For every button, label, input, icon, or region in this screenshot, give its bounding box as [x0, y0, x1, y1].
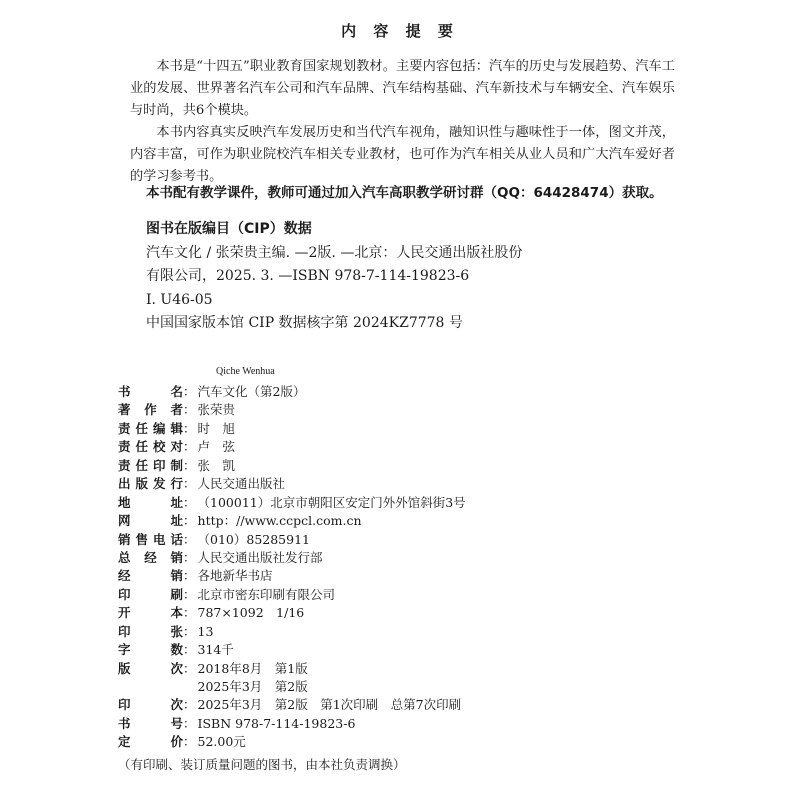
detail-row — [118, 420, 678, 438]
publication-details — [118, 383, 678, 752]
detail-row — [118, 623, 678, 641]
detail-label: 销售电话 — [118, 531, 183, 547]
detail-colon: ： — [183, 568, 196, 584]
detail-value: 2025年3月 第2版 第1次印刷 总第7次印刷 — [197, 697, 462, 713]
detail-row — [118, 678, 678, 696]
detail-value: 314千 — [197, 642, 234, 658]
detail-colon: ： — [183, 586, 196, 602]
detail-colon: ： — [183, 439, 196, 455]
detail-label: 开本 — [118, 605, 183, 621]
detail-colon: ： — [183, 513, 196, 529]
detail-value: 汽车文化（第2版） — [197, 384, 306, 399]
cip-classification: Ⅰ. U46-05 — [146, 291, 213, 308]
detail-label: 书号 — [118, 715, 183, 731]
detail-value: ISBN 978-7-114-19823-6 — [197, 715, 356, 731]
detail-colon: ： — [183, 476, 196, 492]
detail-value: 2025年3月 第2版 — [197, 679, 308, 694]
cip-record: 汽车文化 / 张荣贵主编. —2版. —北京：人民交通出版社股份有限公司，2025. 3. —ISBN 978-7-114-19823-6 — [146, 244, 523, 284]
detail-row — [118, 567, 678, 585]
detail-value: 787×1092 1/16 — [197, 605, 305, 621]
detail-label: 责任校对 — [118, 439, 183, 455]
detail-colon: ： — [183, 402, 196, 418]
detail-row — [118, 438, 678, 456]
detail-value: 人民交通出版社 — [197, 476, 286, 492]
detail-colon: ： — [183, 531, 196, 547]
detail-value: （100011）北京市朝阳区安定门外外馆斜街3号 — [197, 494, 466, 510]
detail-colon: ： — [183, 457, 196, 473]
detail-row — [118, 549, 678, 567]
content-summary — [130, 56, 675, 188]
detail-colon: ： — [183, 660, 196, 676]
detail-row — [118, 604, 678, 622]
detail-row — [118, 660, 678, 678]
summary-paragraph-2: 本书内容真实反映汽车发展历史和当代汽车视角，融知识性与趣味性于一体，图文并茂，内容丰富，可作为职业院校汽车相关专业教材，也可作为汽车相关从业人员和广大汽车爱好者的学习参考书。 — [130, 125, 675, 184]
page-title: 内 容 提 要 — [341, 22, 459, 40]
detail-row — [118, 475, 678, 493]
cip-block — [146, 218, 526, 336]
detail-value: 北京市密东印刷有限公司 — [197, 586, 336, 602]
detail-label: 字数 — [118, 642, 183, 658]
detail-row — [118, 715, 678, 733]
detail-label: 经销 — [118, 568, 183, 584]
detail-colon: ： — [183, 420, 196, 436]
detail-value: http：//www.ccpcl.com.cn — [197, 513, 362, 529]
detail-row — [118, 457, 678, 475]
detail-label: 地址 — [118, 494, 183, 510]
detail-colon: ： — [183, 697, 196, 713]
detail-value: 卢 弦 — [197, 439, 236, 455]
detail-label: 责任编辑 — [118, 420, 183, 436]
detail-value: 张荣贵 — [197, 402, 236, 418]
detail-label — [118, 678, 183, 696]
detail-colon: ： — [183, 623, 196, 639]
replacement-note: （有印刷、装订质量问题的图书，由本社负责调换） — [118, 757, 406, 772]
detail-value: 时 旭 — [197, 420, 236, 436]
detail-label: 网址 — [118, 513, 183, 529]
detail-row — [118, 383, 678, 401]
detail-row — [118, 696, 678, 714]
detail-colon: ： — [183, 494, 196, 510]
detail-label: 著作者 — [118, 402, 183, 418]
detail-label: 印次 — [118, 697, 183, 713]
cip-registration: 中国国家版本馆 CIP 数据核字第 2024KZ7778 号 — [146, 315, 463, 331]
detail-value: （010）85285911 — [197, 531, 310, 547]
pinyin-title: Qiche Wenhua — [216, 366, 275, 377]
detail-value: 人民交通出版社发行部 — [197, 549, 323, 565]
detail-label: 版次 — [118, 660, 183, 676]
detail-colon: ： — [183, 549, 196, 565]
detail-row — [118, 512, 678, 530]
detail-label: 印刷 — [118, 586, 183, 602]
detail-label: 出版发行 — [118, 476, 183, 492]
detail-label: 定价 — [118, 734, 183, 750]
detail-row — [118, 733, 678, 751]
detail-colon: ： — [183, 715, 196, 731]
detail-colon: ： — [183, 642, 196, 658]
detail-row — [118, 586, 678, 604]
detail-colon: ： — [183, 605, 196, 621]
detail-colon — [183, 678, 196, 696]
detail-label: 印张 — [118, 623, 183, 639]
detail-value: 各地新华书店 — [197, 568, 273, 584]
cip-heading: 图书在版编目（CIP）数据 — [146, 221, 312, 237]
courseware-notice: 本书配有教学课件，教师可通过加入汽车高职教学研讨群（QQ：64428474）获取。 — [146, 185, 663, 201]
detail-value: 13 — [197, 623, 214, 639]
summary-paragraph-1: 本书是“十四五”职业教育国家规划教材。主要内容包括：汽车的历史与发展趋势、汽车工业的发展、世界著名汽车公司和汽车品牌、汽车结构基础、汽车新技术与车辆安全、汽车娱乐与时尚，共6个模块。 — [130, 59, 675, 118]
detail-row — [118, 494, 678, 512]
detail-row — [118, 641, 678, 659]
detail-colon: ： — [183, 384, 196, 399]
detail-row — [118, 401, 678, 419]
detail-label: 总经销 — [118, 549, 183, 565]
detail-value: 52.00元 — [197, 734, 246, 750]
detail-value: 张 凯 — [197, 457, 236, 473]
detail-label: 书名 — [118, 384, 183, 399]
detail-row — [118, 531, 678, 549]
detail-colon: ： — [183, 734, 196, 750]
detail-value: 2018年8月 第1版 — [197, 660, 308, 676]
detail-label: 责任印制 — [118, 457, 183, 473]
